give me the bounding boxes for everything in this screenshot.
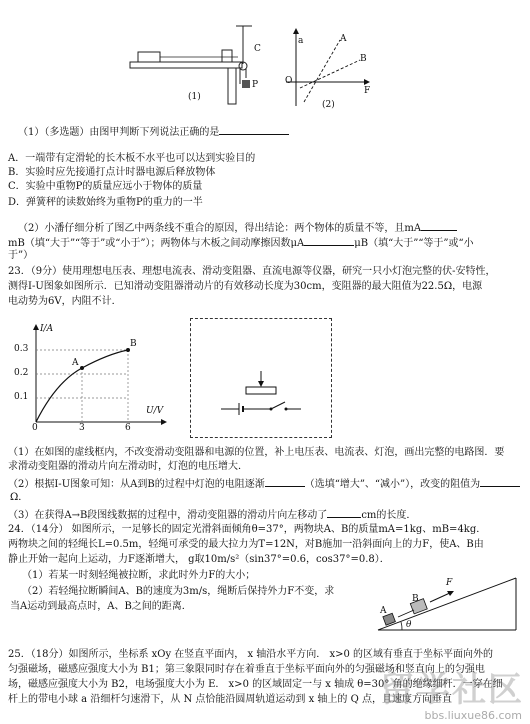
q22-option-b: B．实验时应先接通打点计时器电源后释放物体 [8,167,216,178]
circuit-drawing [191,319,331,437]
q23-line3: 电动势为6V，内阻不计． [8,296,122,307]
q24-sub1: （1）若某一时刻轻绳被拉断，求此时外力F的大小； [22,570,256,581]
q22-part2-line2: mB（填“大于”“等于”或“小于”）；两物体与木板之间动摩擦因数μA μB（填“大于”“等于”或“小 [8,235,524,250]
figure-1-caption: (1) [188,92,201,102]
iu-ytick-0-2: 0.2 [14,368,29,378]
iu-xtick-0: 0 [32,423,38,433]
answer-blank[interactable] [304,235,354,246]
q25-line4: 杆上的带电小球 a 沿细杆匀速滑下，从 N 点恰能沿圆周轨道运动到 x 轴上的 Q 点，且速度方向垂直 [8,694,452,705]
figure-apparatus [128,20,268,110]
answer-blank[interactable] [327,507,361,518]
label-p: P [252,80,259,90]
figure-af-graph [282,26,372,112]
q22-option-d: D．弹簧秤的读数始终为重物P的重力的一半 [8,197,203,208]
q23-line2: 测得I-U图象如图所示．已知滑动变阻器滑动片的有效移动长度为30cm，变阻器的最大阻值为22.5Ω，电源 [8,281,483,292]
incline-label-f: F [446,578,453,588]
answer-blank[interactable] [265,476,305,487]
incline-figure [372,572,522,638]
axis-a-label: a [298,36,304,46]
answer-blank[interactable] [421,220,457,231]
iu-graph-drawing [10,322,170,434]
q24-sub2-b: 当A运动到最高点时，A、B之间的距离． [10,601,192,612]
axis-f-label: F [364,86,371,96]
q22-part2-line1: （2）小潘仔细分析了图乙中两条线不重合的原因，得出结论：两个物体的质量不等，且mA [18,220,524,235]
q23-line1: 23．（9分）使用理想电压表、理想电流表、滑动变阻器、直流电源等仪器，研究一只小灯泡完整的伏-安特性， [8,266,496,277]
q23-sub3: （3）在获得A→B段图线数据的过程中，滑动变阻器的滑动片向左移动了 cm的长度． [8,507,524,522]
q22-option-c: C．实验中重物P的质量应远小于物体的质量 [8,181,203,192]
q24-line1: 24．（14分） 如图所示，一足够长的固定光滑斜面倾角θ=37°，两物块A、B的质量mA=1kg、mB=4kg． [8,524,487,535]
iu-xtick-6: 6 [125,423,131,433]
label-c: C [254,44,261,54]
answer-blank[interactable] [219,124,289,135]
q24-sub2-a: （2）若轻绳拉断瞬间A、B的速度为3m/s，绳断后保持外力F不变，求 [22,586,335,597]
q22-part1: （1）（多选题）由图甲判断下列说法正确的是 [18,124,524,139]
iu-graph [10,322,170,434]
iu-xtick-3: 3 [79,423,85,433]
q25-line2: 匀强磁场，磁感应强度大小为 B1；第三象限同时存在着垂直于坐标平面向外的匀强磁场和竖直向上的匀强电 [8,664,485,675]
q25-line1: 25．（18分）如图所示，坐标系 xOy 在竖直平面内， x 轴沿水平方向． x>0 的区域有垂直于坐标平面向外的 [8,649,494,660]
iu-xlabel: U/V [146,406,164,416]
watermark-title: 留学社区 [380,670,524,710]
iu-ytick-0-3: 0.3 [14,344,29,354]
q23-sub1-a: （1）在如图的虚线框内，不改变滑动变阻器和电源的位置，补上电压表、电流表、灯泡，画出完整的电路图．要 [8,447,505,458]
origin-label: O [285,76,293,86]
q24-line2: 两物块之间的轻绳长L=0.5m，轻绳可承受的最大拉力为T=12N，对B施加一沿斜面向上的力F，使A、B由 [8,539,484,550]
q22-part2-line3: 于”） [8,250,34,261]
q24-line3: 静止开始一起向上运动，力F逐渐增大， g取10m/s²（sin37°=0.6，cos37°=0.8）． [8,554,390,565]
iu-point-b: B [130,339,137,349]
incline-label-b: B [412,594,419,604]
iu-ytick-0-1: 0.1 [14,392,29,402]
incline-label-theta: θ [406,620,412,630]
line-a-label: A [340,34,347,44]
q23-sub2-unit: Ω． [10,492,29,503]
iu-point-a: A [72,358,79,368]
figure-2-caption: (2) [322,100,335,110]
answer-blank[interactable] [480,476,520,487]
circuit-box[interactable] [190,318,332,438]
iu-ylabel: I/A [40,324,54,334]
watermark-logo [348,662,528,722]
q22-option-a: A．一端带有定滑轮的长木板不水平也可以达到实验目的 [8,153,256,164]
line-b-label: B [360,54,367,64]
watermark-url: bbs.liuxue86.com [424,709,522,722]
incline-label-a: A [380,606,387,616]
q25-line3: 场，磁感应强度大小为 B2，电场强度大小为 E． x>0 的区域固定一与 x 轴成 θ=30° 角的绝缘细杆．一穿在细 [8,679,503,690]
q23-sub2: （2）根据I-U图象可知：从A到B的过程中灯泡的电阻逐渐 （选填“增大”、“减小”），改变的阻值为 [8,476,524,491]
q23-sub1-b: 求滑动变阻器的滑动片向左滑动时，灯泡的电压增大． [8,461,248,472]
